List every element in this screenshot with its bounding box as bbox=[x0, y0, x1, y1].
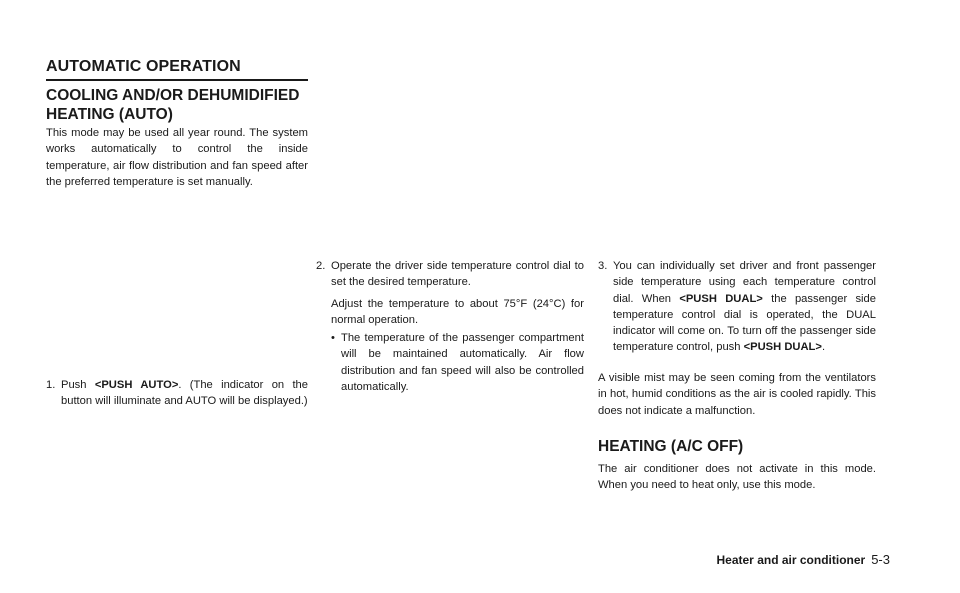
bullet-text: The temperature of the passenger compartment will be maintained automatically. Air flow distribution and fan speed will also be controlled automatically. bbox=[341, 332, 584, 394]
step-2 bbox=[316, 258, 584, 395]
push-dual-keyword: <PUSH DUAL> bbox=[679, 292, 763, 305]
step-3 bbox=[598, 258, 876, 356]
step-text-pre: Push bbox=[61, 379, 95, 391]
heating-title: HEATING (A/C OFF) bbox=[598, 438, 744, 455]
page-footer bbox=[717, 552, 891, 567]
step-text bbox=[46, 377, 308, 410]
step-subparagraph: Adjust the temperature to about 75°F (24°C) for normal operation. bbox=[331, 297, 584, 326]
push-auto-keyword: <PUSH AUTO> bbox=[94, 379, 179, 391]
intro-paragraph: This mode may be used all year round. The system works automatically to control the inside temperature, air flow distribution and fan speed after the preferred temperature is set manually. bbox=[46, 127, 308, 188]
step-1 bbox=[46, 377, 308, 410]
footer-chapter-label: Heater and air conditioner bbox=[716, 553, 866, 567]
step-text-post: . (The indicator on the button will illuminate and AUTO will be displayed.) bbox=[61, 379, 308, 408]
mist-note: A visible mist may be seen coming from the ventilators in hot, humid conditions as the air is cooled rapidly. This does not indicate a malfunction. bbox=[598, 372, 876, 417]
step-number: 2. bbox=[316, 260, 326, 272]
section-title: AUTOMATIC OPERATION bbox=[46, 58, 308, 81]
step-text: Operate the driver side temperature control dial to set the desired temperature. bbox=[331, 260, 584, 289]
bullet-dot-icon: • bbox=[331, 332, 335, 345]
step-number: 3. bbox=[598, 260, 608, 272]
step-text bbox=[598, 258, 876, 356]
sub-title: COOLING AND/OR DEHUMIDIFIED HEATING (AUTO) bbox=[46, 87, 300, 123]
step-text-post: . bbox=[821, 341, 826, 354]
push-dual-keyword: <PUSH DUAL> bbox=[743, 341, 822, 354]
step-number: 1. bbox=[46, 379, 56, 391]
step-text-mid: the passenger side temperature control dial is operated, the DUAL indicator will come on. To turn off the passenger side temperature control, push bbox=[613, 292, 876, 354]
page-number: 5-3 bbox=[871, 552, 890, 567]
bullet-item bbox=[316, 330, 584, 395]
step-text-pre: You can individually set driver and front passenger side temperature using each temperature control dial. When bbox=[613, 260, 876, 305]
heating-paragraph: The air conditioner does not activate in this mode. When you need to heat only, use this mode. bbox=[598, 463, 876, 492]
